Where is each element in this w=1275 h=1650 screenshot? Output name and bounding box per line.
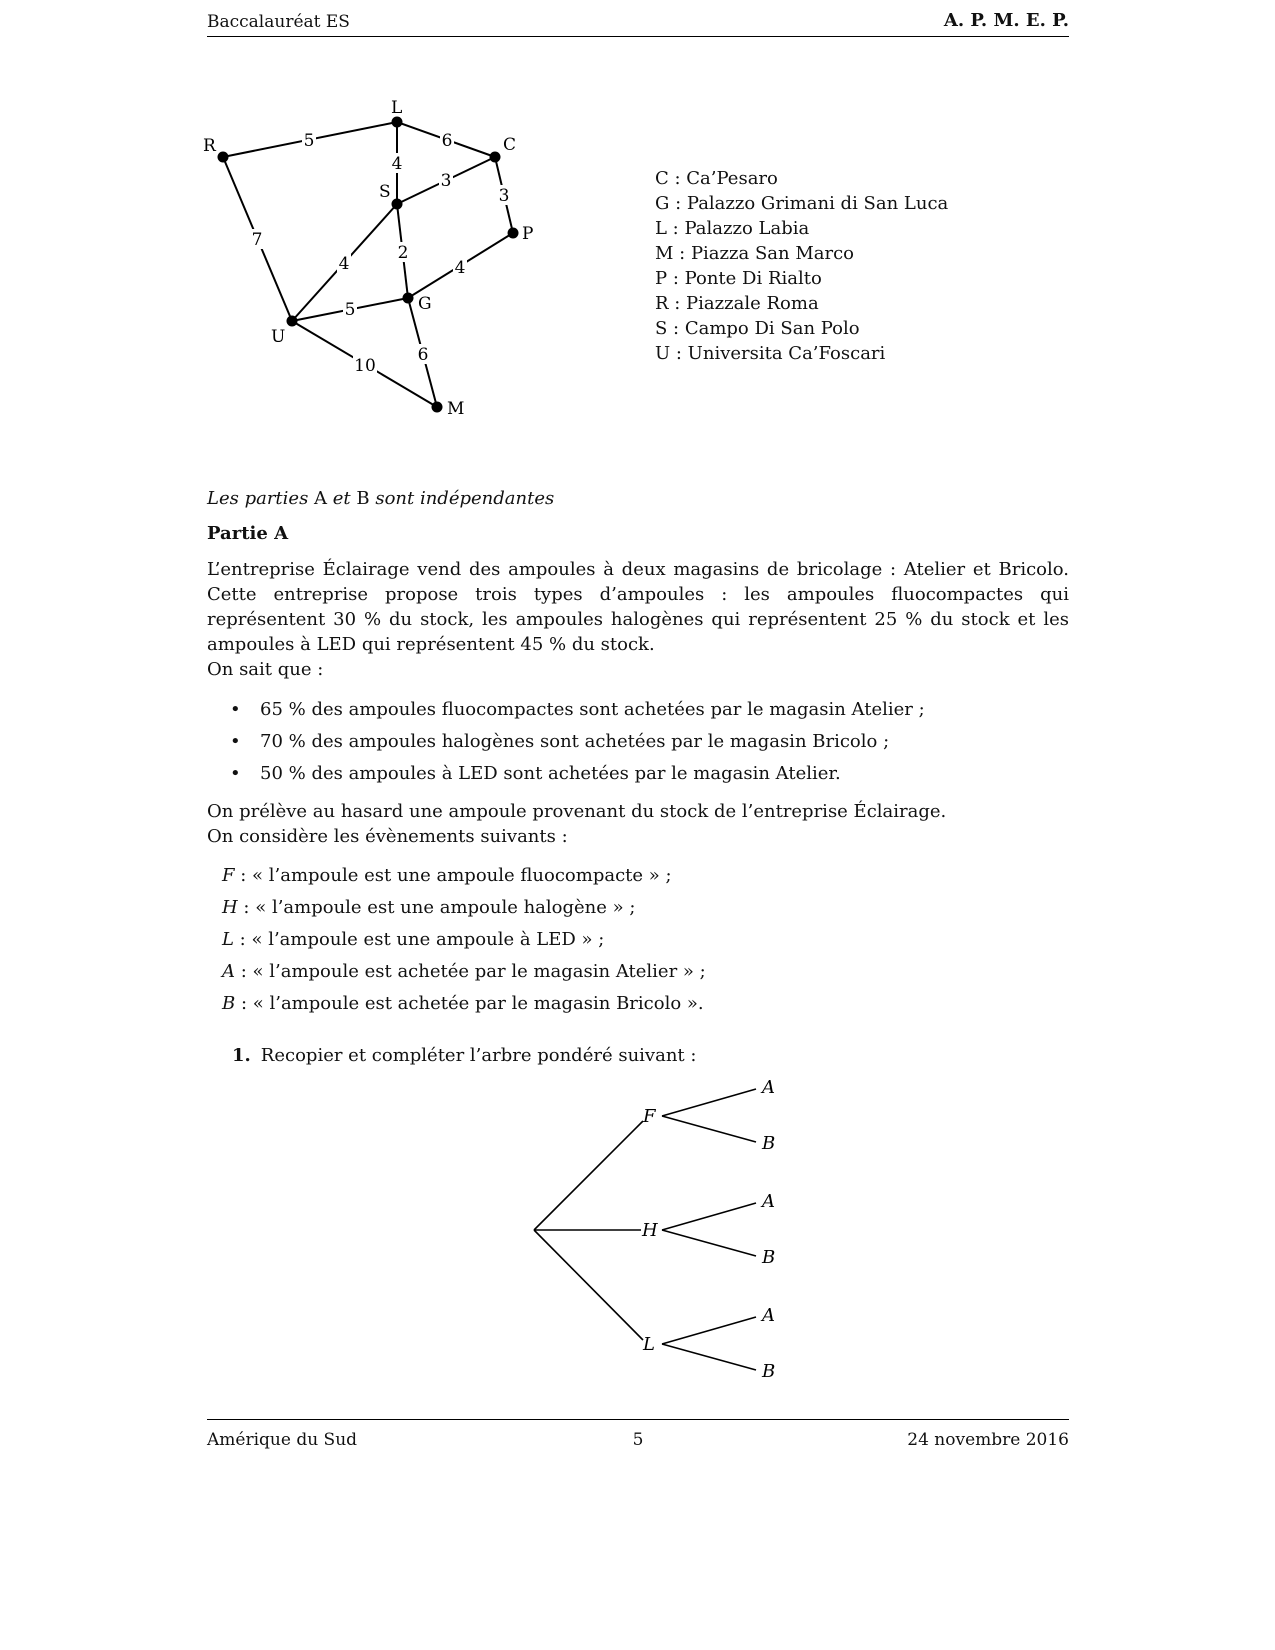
- tree-node-h: H: [642, 1220, 658, 1241]
- paragraph-text: On sait que :: [207, 659, 324, 680]
- tree-node-f: F: [643, 1106, 656, 1127]
- weight-gm: 6: [417, 345, 429, 365]
- graph-figure: [190, 90, 570, 430]
- branch-h-a: [662, 1203, 756, 1230]
- branch-root-l: [534, 1230, 643, 1340]
- weight-sc: 3: [440, 171, 452, 191]
- node-u: [287, 316, 298, 327]
- graph-legend: [655, 166, 948, 366]
- node-label-g: G: [418, 294, 432, 314]
- weight-rl: 5: [303, 131, 315, 151]
- node-label-s: S: [379, 182, 391, 202]
- legend-item: C : Ca’Pesaro: [655, 168, 778, 189]
- event-item: H : « l’ampoule est une ampoule halogène » ;: [222, 897, 636, 918]
- branch-l-a: [662, 1317, 756, 1344]
- page-header: [207, 10, 1069, 37]
- node-label-u: U: [271, 327, 286, 347]
- weight-cp: 3: [498, 186, 510, 206]
- tree-leaf-ha: A: [762, 1191, 775, 1212]
- bullet-list: [230, 694, 925, 790]
- probability-tree: [530, 1070, 790, 1390]
- legend-item: G : Palazzo Grimani di San Luca: [655, 193, 949, 214]
- page-number: 5: [632, 1430, 644, 1450]
- legend-item: L : Palazzo Labia: [655, 218, 810, 239]
- legend-item: R : Piazzale Roma: [655, 293, 819, 314]
- legend-item: S : Campo Di San Polo: [655, 318, 860, 339]
- intro-line: Les parties A et B sont indépendantes: [207, 488, 555, 509]
- branch-f-a: [662, 1089, 756, 1116]
- paragraph-1: [207, 557, 1069, 682]
- node-g: [403, 293, 414, 304]
- weight-ls: 4: [391, 154, 403, 174]
- weight-sg: 2: [397, 243, 409, 263]
- page-footer: [207, 1419, 1069, 1460]
- node-p: [508, 228, 519, 239]
- node-label-m: M: [447, 399, 465, 419]
- footer-left: Amérique du Sud: [207, 1430, 358, 1450]
- weight-um: 10: [354, 356, 376, 376]
- node-r: [218, 152, 229, 163]
- node-l: [392, 117, 403, 128]
- event-item: B : « l’ampoule est achetée par le magasin Bricolo ».: [222, 993, 704, 1014]
- node-label-r: R: [203, 136, 216, 156]
- paragraph-text: On considère les évènements suivants :: [207, 826, 568, 847]
- legend-item: M : Piazza San Marco: [655, 243, 855, 264]
- node-m: [432, 402, 443, 413]
- node-label-p: P: [522, 224, 534, 244]
- tree-node-l: L: [643, 1334, 655, 1355]
- tree-leaf-hb: B: [762, 1247, 776, 1268]
- event-item: L : « l’ampoule est une ampoule à LED » ;: [222, 929, 605, 950]
- weight-gp: 4: [454, 258, 466, 278]
- tree-leaf-la: A: [762, 1305, 775, 1326]
- tree-leaf-fa: A: [762, 1077, 775, 1098]
- header-right: A. P. M. E. P.: [943, 10, 1069, 31]
- event-list: [222, 860, 706, 1020]
- paragraph-2: [207, 799, 1069, 849]
- branch-f-b: [662, 1116, 756, 1142]
- weight-su: 4: [338, 254, 350, 274]
- paragraph-text: L’entreprise Éclairage vend des ampoules à deux magasins de bricolage : Atelier et Bricolo. Cette entreprise propose trois types d’ampoules : les ampoules fluocompactes qui représentent 30 % du stock, les ampoules halogènes qui représentent 25 % du stock et les ampoules à LED qui représentent 45 % du stock.: [207, 559, 1069, 655]
- node-c: [490, 152, 501, 163]
- weight-ru: 7: [251, 230, 263, 250]
- branch-l-b: [662, 1344, 756, 1370]
- weight-ug: 5: [344, 300, 356, 320]
- tree-leaf-fb: B: [762, 1133, 776, 1154]
- node-label-l: L: [391, 98, 403, 118]
- section-title: Partie A: [207, 523, 289, 544]
- paragraph-text: On prélève au hasard une ampoule provenant du stock de l’entreprise Éclairage.: [207, 801, 947, 822]
- tree-leaf-lb: B: [762, 1361, 776, 1382]
- node-s: [392, 199, 403, 210]
- legend-item: P : Ponte Di Rialto: [655, 268, 822, 289]
- header-left: Baccalauréat ES: [207, 12, 350, 32]
- event-item: F : « l’ampoule est une ampoule fluocompacte » ;: [222, 865, 672, 886]
- node-label-c: C: [503, 135, 517, 155]
- weight-lc: 6: [441, 131, 453, 151]
- bullet-item: • 50 % des ampoules à LED sont achetées par le magasin Atelier.: [230, 758, 925, 790]
- legend-item: U : Universita Ca’Foscari: [655, 343, 886, 364]
- footer-date: 24 novembre 2016: [907, 1430, 1069, 1450]
- branch-root-f: [534, 1121, 643, 1230]
- bullet-item: • 65 % des ampoules fluocompactes sont achetées par le magasin Atelier ;: [230, 694, 925, 726]
- branch-h-b: [662, 1230, 756, 1256]
- question-1: 1. Recopier et compléter l’arbre pondéré suivant :: [232, 1045, 697, 1066]
- event-item: A : « l’ampoule est achetée par le magasin Atelier » ;: [222, 961, 706, 982]
- bullet-item: • 70 % des ampoules halogènes sont achetées par le magasin Bricolo ;: [230, 726, 925, 758]
